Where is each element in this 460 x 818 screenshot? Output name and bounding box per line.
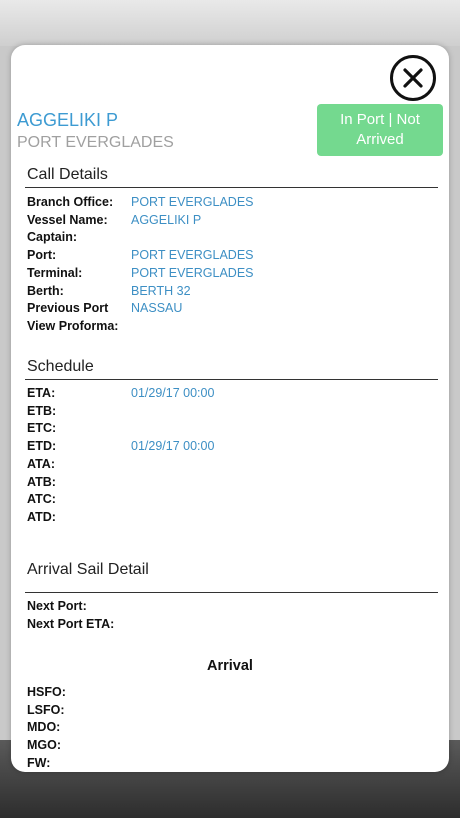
- call-detail-row: [27, 195, 427, 212]
- call-detail-value[interactable]: BERTH 32: [131, 283, 191, 298]
- call-detail-value[interactable]: PORT EVERGLADES: [131, 195, 254, 209]
- background-app-header: [0, 0, 460, 46]
- schedule-row: [27, 510, 427, 527]
- schedule-label: ETB:: [27, 403, 57, 418]
- arrival-sail-divider: [25, 592, 438, 593]
- schedule-row: [27, 421, 427, 438]
- port-call-detail-modal: [11, 45, 449, 772]
- call-detail-value[interactable]: AGGELIKI P: [131, 212, 202, 227]
- call-detail-row: [27, 248, 427, 265]
- arrival-sail-heading: Arrival Sail Detail: [27, 561, 149, 578]
- call-details-heading: Call Details: [27, 166, 108, 183]
- schedule-row: [27, 492, 427, 509]
- call-detail-label: Terminal:: [27, 265, 83, 280]
- call-detail-row: [27, 266, 427, 283]
- close-button[interactable]: [390, 55, 436, 101]
- call-detail-row: [27, 284, 427, 301]
- call-detail-value[interactable]: PORT EVERGLADES: [131, 248, 254, 263]
- call-detail-value[interactable]: PORT EVERGLADES: [131, 265, 254, 280]
- schedule-label: ATB:: [27, 474, 56, 489]
- schedule-heading: Schedule: [27, 358, 94, 375]
- call-detail-label: Captain:: [27, 230, 77, 245]
- schedule-value[interactable]: 01/29/17 00:00: [131, 439, 215, 454]
- call-detail-label: Vessel Name:: [27, 212, 108, 227]
- arrival-fuel-row: [27, 720, 427, 737]
- arrival-fuel-label: FW:: [27, 755, 51, 770]
- arrival-fuel-row: [27, 738, 427, 755]
- schedule-row: [27, 475, 427, 492]
- schedule-label: ETD:: [27, 439, 57, 454]
- schedule-label: ATD:: [27, 509, 56, 524]
- schedule-value[interactable]: 01/29/17 00:00: [131, 386, 215, 400]
- vessel-name-title: AGGELIKI P: [17, 110, 119, 130]
- schedule-label: ATC:: [27, 492, 56, 507]
- call-detail-row: [27, 319, 427, 336]
- status-badge: In Port | Not Arrived: [317, 104, 443, 156]
- schedule-label: ETC:: [27, 421, 57, 436]
- call-detail-label: Port:: [27, 248, 57, 263]
- call-detail-row: [27, 301, 427, 318]
- call-detail-label: View Proforma:: [27, 318, 119, 333]
- schedule-divider: [25, 379, 438, 380]
- call-detail-label: Previous Port: [27, 301, 109, 316]
- call-details-divider: [25, 187, 438, 188]
- call-detail-label: Branch Office:: [27, 195, 114, 209]
- arrival-fuel-label: MGO:: [27, 738, 62, 753]
- arrival-sail-label: Next Port:: [27, 599, 87, 613]
- arrival-sail-row: [27, 599, 427, 616]
- arrival-sail-label: Next Port ETA:: [27, 616, 115, 631]
- call-detail-row: [27, 230, 427, 247]
- schedule-row: [27, 404, 427, 421]
- arrival-sail-row: [27, 617, 427, 634]
- schedule-row: [27, 457, 427, 474]
- port-name-subtitle: PORT EVERGLADES: [17, 134, 174, 151]
- arrival-fuel-row: [27, 685, 427, 702]
- arrival-heading: Arrival: [207, 658, 253, 674]
- schedule-label: ATA:: [27, 456, 55, 471]
- schedule-label: ETA:: [27, 386, 56, 400]
- call-detail-row: [27, 213, 427, 230]
- arrival-fuel-label: LSFO:: [27, 702, 65, 717]
- call-detail-label: Berth:: [27, 283, 64, 298]
- schedule-row: [27, 386, 427, 403]
- call-detail-value[interactable]: NASSAU: [131, 301, 183, 316]
- schedule-row: [27, 439, 427, 456]
- arrival-fuel-label: HSFO:: [27, 685, 66, 699]
- close-icon: [401, 66, 425, 90]
- arrival-fuel-label: MDO:: [27, 720, 61, 735]
- arrival-fuel-row: [27, 756, 427, 772]
- arrival-fuel-row: [27, 703, 427, 720]
